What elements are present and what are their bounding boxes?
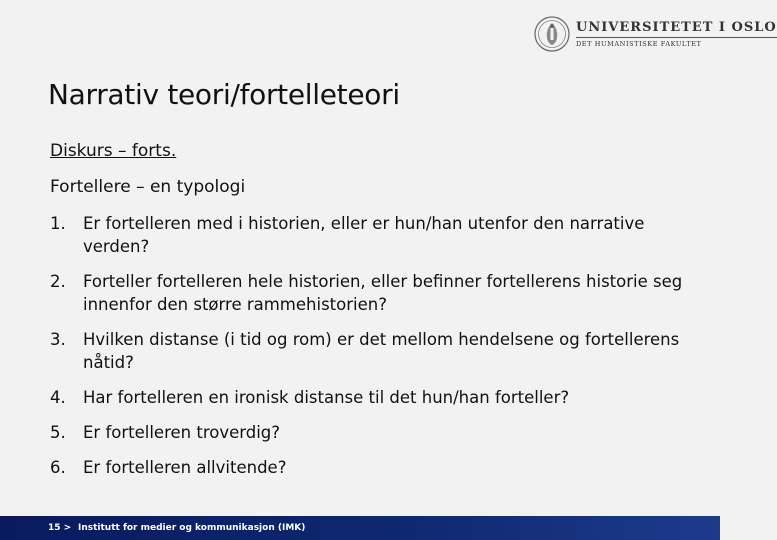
list-item bbox=[50, 328, 700, 374]
slide-subheading: Diskurs – forts. bbox=[50, 141, 177, 161]
list-item-text: Forteller fortelleren hele historien, eller befinner fortellerens historie seg innenfor den større rammehistorien? bbox=[83, 272, 683, 314]
logo-university-name: UNIVERSITETET I OSLO bbox=[576, 20, 777, 35]
university-seal-icon bbox=[534, 14, 570, 54]
list-item bbox=[50, 386, 700, 409]
list-item-text: Er fortelleren med i historien, eller er hun/han utenfor den narrative verden? bbox=[83, 214, 645, 256]
list-item bbox=[50, 212, 700, 258]
university-logo bbox=[534, 14, 777, 54]
list-item-number: 1. bbox=[50, 214, 66, 233]
list-item-number: 6. bbox=[50, 458, 66, 477]
list-item bbox=[50, 270, 700, 316]
list-item-text: Er fortelleren allvitende? bbox=[83, 458, 287, 477]
list-item-number: 5. bbox=[50, 423, 66, 442]
logo-faculty-name: DET HUMANISTISKE FAKULTET bbox=[576, 37, 777, 48]
slide-title: Narrativ teori/fortelleteori bbox=[48, 78, 400, 111]
list-item bbox=[50, 421, 700, 444]
footer-institution: Institutt for medier og kommunikasjon (IMK) bbox=[78, 523, 306, 533]
page-number: 15 > bbox=[48, 523, 72, 533]
list-item bbox=[50, 456, 700, 479]
slide-lead: Fortellere – en typologi bbox=[50, 177, 246, 197]
list-item-number: 2. bbox=[50, 272, 66, 291]
list-item-number: 4. bbox=[50, 388, 66, 407]
typology-list bbox=[50, 212, 700, 491]
list-item-text: Er fortelleren troverdig? bbox=[83, 423, 281, 442]
footer-bar bbox=[0, 516, 720, 540]
list-item-text: Har fortelleren en ironisk distanse til det hun/han forteller? bbox=[83, 388, 570, 407]
list-item-number: 3. bbox=[50, 330, 66, 349]
list-item-text: Hvilken distanse (i tid og rom) er det mellom hendelsene og fortellerens nåtid? bbox=[83, 330, 680, 372]
